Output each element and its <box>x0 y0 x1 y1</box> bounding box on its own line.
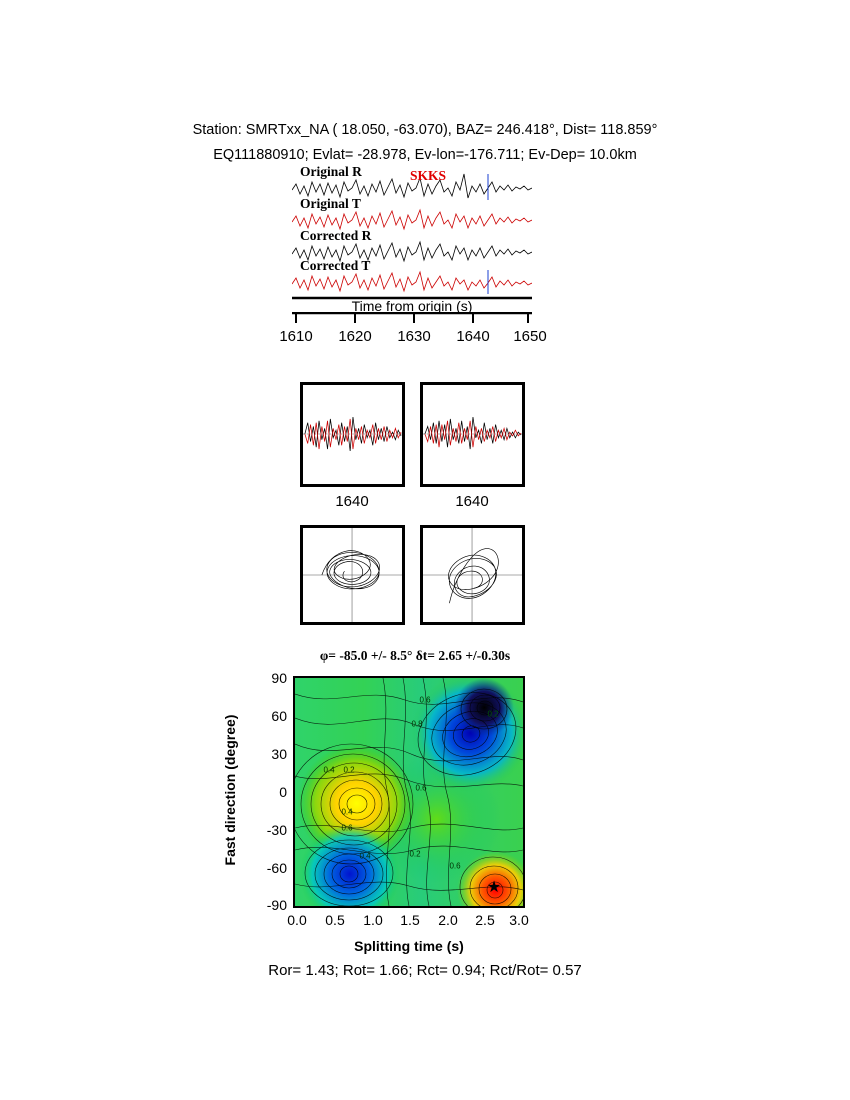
time-axis-label: Time from origin (s) <box>351 298 473 314</box>
contour-label-7: 0.4 <box>359 851 371 861</box>
xtick-1: 0.5 <box>325 912 345 928</box>
xtick-5: 2.5 <box>475 912 495 928</box>
contour-label-4: 0.4 <box>341 807 353 817</box>
ytick-m30: -30 <box>266 822 287 838</box>
time-tick-0: 1610 <box>279 328 313 345</box>
figure-header <box>0 118 850 168</box>
time-tick-3: 1640 <box>456 328 490 345</box>
contour-label-peak: 0.2 <box>487 709 499 719</box>
ytick-90: 90 <box>271 670 287 686</box>
solution-title: φ= -85.0 +/- 8.5° δt= 2.65 +/-0.30s <box>319 648 511 663</box>
contour-label-0: 0.4 <box>323 765 335 775</box>
time-axis-ticks <box>292 312 532 326</box>
particle-motion-right <box>420 525 525 625</box>
contour-ylabel: Fast direction (degree) <box>222 714 238 866</box>
ytick-30: 30 <box>271 746 287 762</box>
trace-label-corrected-r: Corrected R <box>300 228 372 243</box>
trace-label-original-t: Original T <box>300 196 361 211</box>
svg-text:★: ★ <box>486 877 502 896</box>
contour-label-3: 0.8 <box>411 719 423 729</box>
contour-yticks <box>240 670 292 913</box>
xtick-0: 0.0 <box>287 912 307 928</box>
ytick-m90: -90 <box>266 897 287 913</box>
time-tick-1: 1620 <box>338 328 372 345</box>
contour-label-5: 0.6 <box>341 823 353 833</box>
ytick-60: 60 <box>271 708 287 724</box>
particle-motion-left <box>300 525 405 625</box>
zoom-panel-right <box>420 382 525 487</box>
phase-marker-label: SKKS <box>410 168 447 183</box>
xtick-2: 1.0 <box>363 912 383 928</box>
xtick-4: 2.0 <box>438 912 458 928</box>
ytick-m60: -60 <box>266 860 287 876</box>
waveform-panel <box>292 170 532 300</box>
error-surface-plot <box>293 676 525 908</box>
contour-xticks <box>287 912 529 934</box>
station-info-line: Station: SMRTxx_NA ( 18.050, -63.070), BAZ= 246.418°, Dist= 118.859° <box>192 122 658 138</box>
xtick-6: 3.0 <box>509 912 529 928</box>
trace-label-corrected-t: Corrected T <box>300 258 371 273</box>
zoom-panel-left <box>300 382 405 487</box>
contour-label-8: 0.2 <box>409 849 421 859</box>
xtick-3: 1.5 <box>400 912 420 928</box>
contour-label-1: 0.2 <box>343 765 355 775</box>
zoom-panel-left-tick: 1640 <box>335 493 369 510</box>
event-info-line: EQ111880910; Evlat= -28.978, Ev-lon=-176.711; Ev-Dep= 10.0km <box>213 147 637 163</box>
contour-label-6: 0.6 <box>415 783 427 793</box>
zoom-panel-right-tick: 1640 <box>455 493 489 510</box>
contour-label-2: 0.6 <box>419 695 431 705</box>
time-tick-2: 1630 <box>397 328 431 345</box>
time-tick-4: 1650 <box>513 328 547 345</box>
quality-metrics-line: Ror= 1.43; Rot= 1.66; Rct= 0.94; Rct/Rot= 0.57 <box>268 962 582 979</box>
contour-label-9: 0.6 <box>449 861 461 871</box>
trace-label-original-r: Original R <box>300 164 362 179</box>
ytick-0: 0 <box>279 784 287 800</box>
contour-xlabel: Splitting time (s) <box>354 938 464 954</box>
